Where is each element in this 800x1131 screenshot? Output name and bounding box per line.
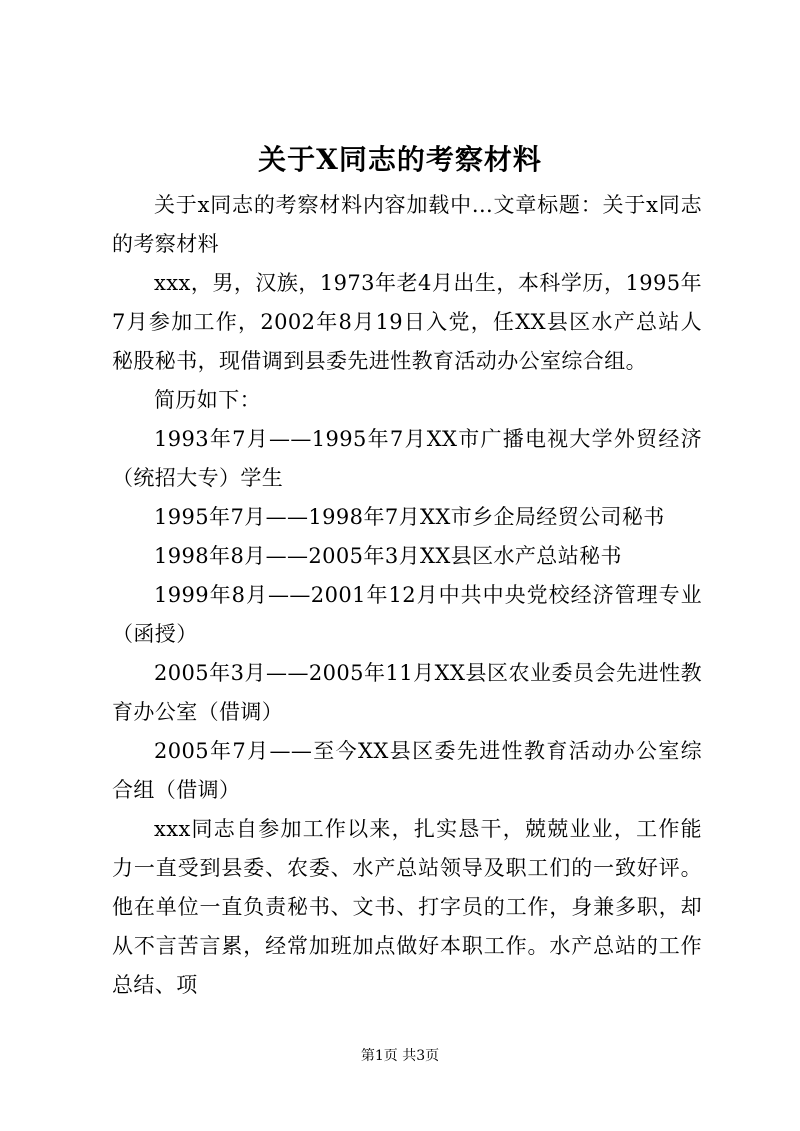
paragraph-resume-heading: 简历如下： (154, 388, 261, 412)
paragraph-evaluation: xxx同志自参加工作以来，扎实恳干，兢兢业业，工作能力一直受到县委、农委、水产总站领导及职工们的一致好评。他在单位一直负责秘书、文书、打字员的工作，身兼多职，却从不言苦言累，经常加班加点做好本职工作。水产总站的工作总结、项 (112, 817, 702, 997)
resume-entry: 2005年3月——2005年11月XX县区农业委员会先进性教育办公室（借调） (112, 661, 702, 724)
document-title: 关于X同志的考察材料 (258, 143, 542, 176)
resume-entry: 2005年7月——至今XX县区委先进性教育活动办公室综合组（借调） (112, 739, 702, 802)
page-footer: 第1页 共3页 (360, 1048, 440, 1064)
document-body (112, 186, 702, 1005)
resume-entry: 1995年7月——1998年7月XX市乡企局经贸公司秘书 (154, 505, 665, 529)
paragraph-intro: 关于x同志的考察材料内容加载中...文章标题：关于x同志的考察材料 (112, 193, 702, 256)
resume-entry: 1998年8月——2005年3月XX县区水产总站秘书 (154, 544, 622, 568)
resume-entry: 1999年8月——2001年12月中共中央党校经济管理专业（函授） (112, 583, 702, 646)
paragraph-profile: xxx，男，汉族，1973年老4月出生，本科学历，1995年7月参加工作，2002年8月19日入党，任XX县区水产总站人秘股秘书，现借调到县委先进性教育活动办公室综合组。 (112, 271, 702, 373)
resume-entry: 1993年7月——1995年7月XX市广播电视大学外贸经济（统招大专）学生 (112, 427, 702, 490)
